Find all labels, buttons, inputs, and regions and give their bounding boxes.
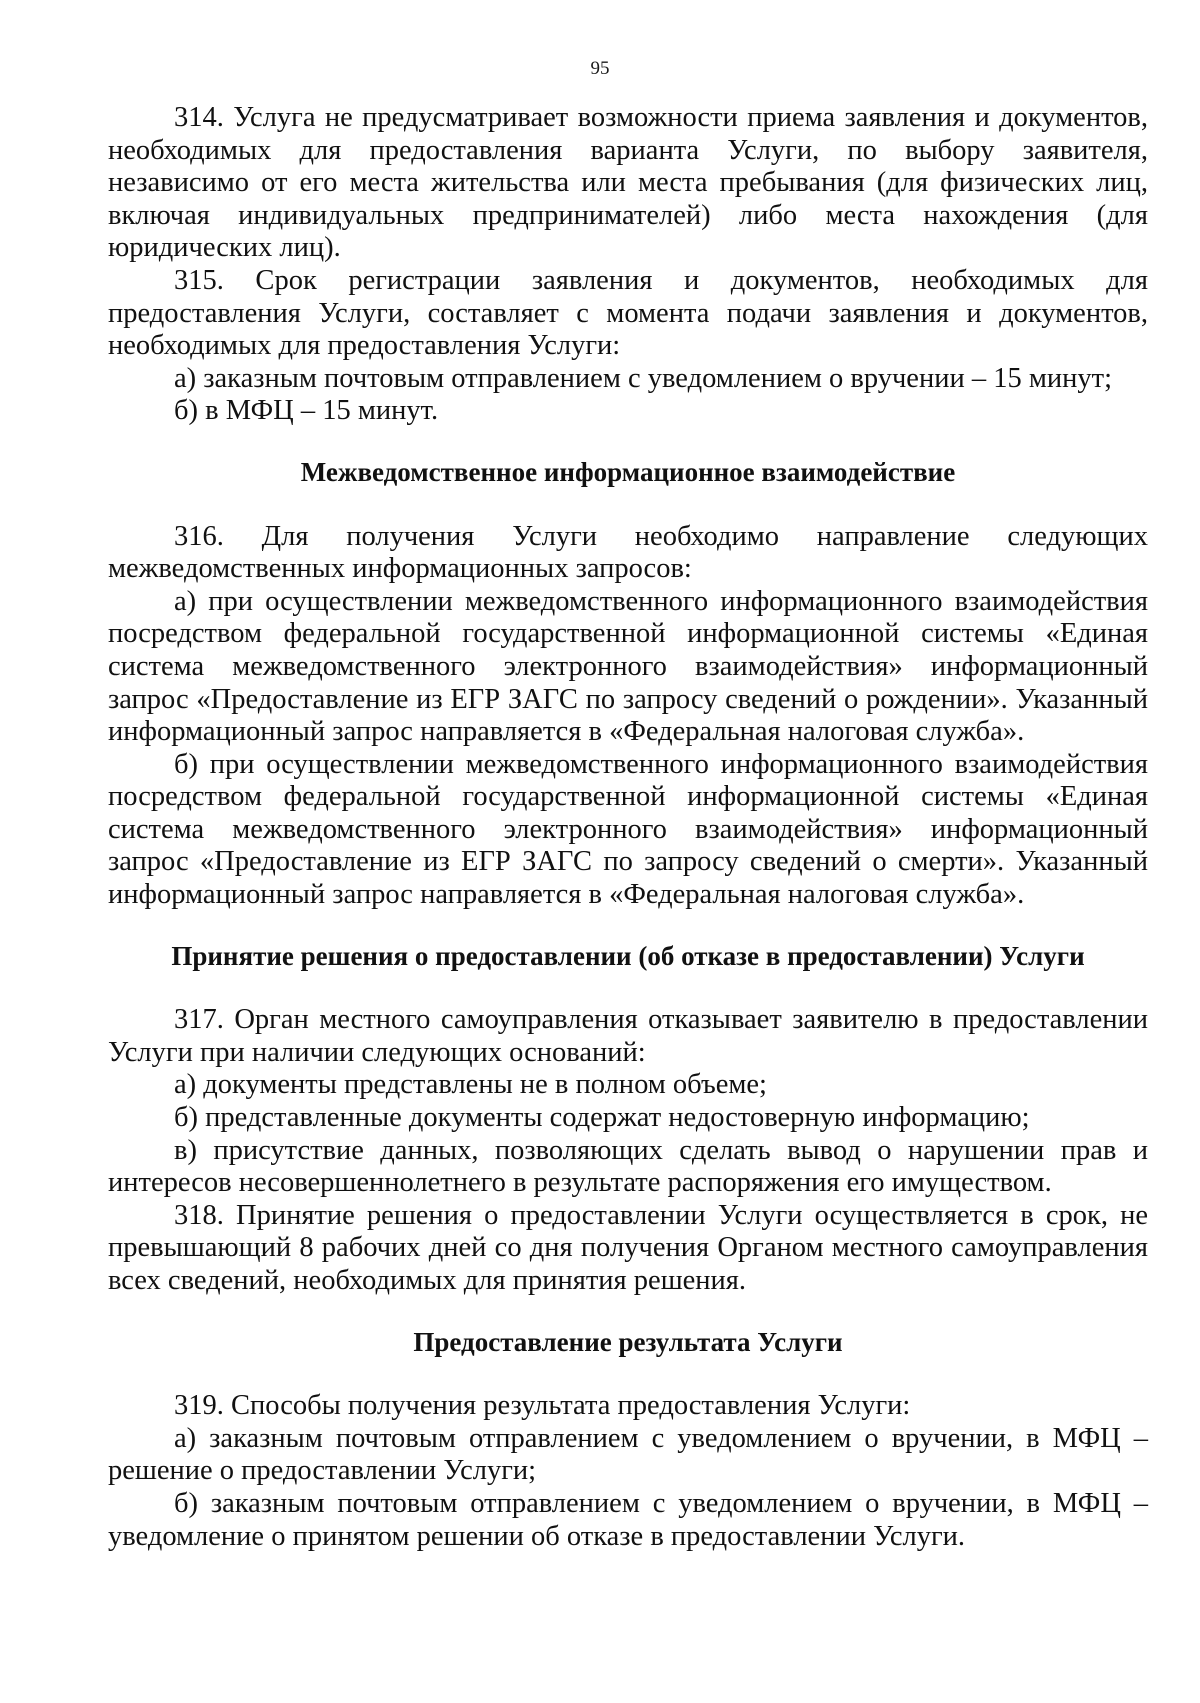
page-number: 95 — [590, 58, 610, 79]
paragraph-315: 315. Срок регистрации заявления и документов, необходимых для предоставления Услуги, составляет с момента подачи заявления и документов, необходимых для предоставления Услуги: — [108, 264, 1148, 362]
section-heading-result: Предоставление результата Услуги — [413, 1326, 843, 1357]
paragraph-317-c: в) присутствие данных, позволяющих сделать вывод о нарушении прав и интересов несовершеннолетнего в результате распоряжения его имуществом. — [108, 1134, 1148, 1199]
paragraph-317: 317. Орган местного самоуправления отказывает заявителю в предоставлении Услуги при наличии следующих оснований: — [108, 1004, 1148, 1068]
paragraph-317-a: а) документы представлены не в полном объеме; — [174, 1069, 767, 1101]
paragraph-315-b: б) в МФЦ – 15 минут. — [174, 395, 439, 427]
paragraph-315-a: а) заказным почтовым отправлением с уведомлением о вручении – 15 минут; — [174, 362, 1112, 394]
paragraph-316: 316. Для получения Услуги необходимо направление следующих межведомственных информационных запросов: — [108, 520, 1148, 585]
paragraph-314: 314. Услуга не предусматривает возможности приема заявления и документов, необходимых для предоставления варианта Услуги, по выбору заявителя, независимо от его места жительства или места пребывания (для физических лиц, включая индивидуальных предпринимателей) либо места нахождения (для юридических лиц). — [108, 102, 1148, 264]
section-heading-interagency: Межведомственное информационное взаимодействие — [300, 456, 956, 487]
document-body — [108, 102, 1148, 1553]
paragraph-319-b: б) заказным почтовым отправлением с уведомлением о вручении, в МФЦ – уведомление о принятом решении об отказе в предоставлении Услуги. — [108, 1487, 1148, 1552]
section-heading-decision: Принятие решения о предоставлении (об отказе в предоставлении) Услуги — [171, 940, 1085, 971]
paragraph-319-a: а) заказным почтовым отправлением с уведомлением о вручении, в МФЦ – решение о предоставлении Услуги; — [108, 1422, 1148, 1487]
paragraph-316-b: б) при осуществлении межведомственного информационного взаимодействия посредством федеральной государственной информационной системы «Единая система межведомственного электронного взаимодействия» информационный запрос «Предоставление из ЕГР ЗАГС по запросу сведений о смерти». Указанный информационный запрос направляется в «Федеральная налоговая служба». — [108, 748, 1148, 911]
paragraph-317-b: б) представленные документы содержат недостоверную информацию; — [174, 1102, 1030, 1134]
paragraph-319: 319. Способы получения результата предоставления Услуги: — [174, 1390, 911, 1422]
paragraph-318: 318. Принятие решения о предоставлении Услуги осуществляется в срок, не превышающий 8 рабочих дней со дня получения Органом местного самоуправления всех сведений, необходимых для принятия решения. — [108, 1199, 1148, 1296]
paragraph-316-a: а) при осуществлении межведомственного информационного взаимодействия посредством федеральной государственной информационной системы «Единая система межведомственного электронного взаимодействия» информационный запрос «Предоставление из ЕГР ЗАГС по запросу сведений о рождении». Указанный информационный запрос направляется в «Федеральная налоговая служба». — [108, 585, 1148, 748]
